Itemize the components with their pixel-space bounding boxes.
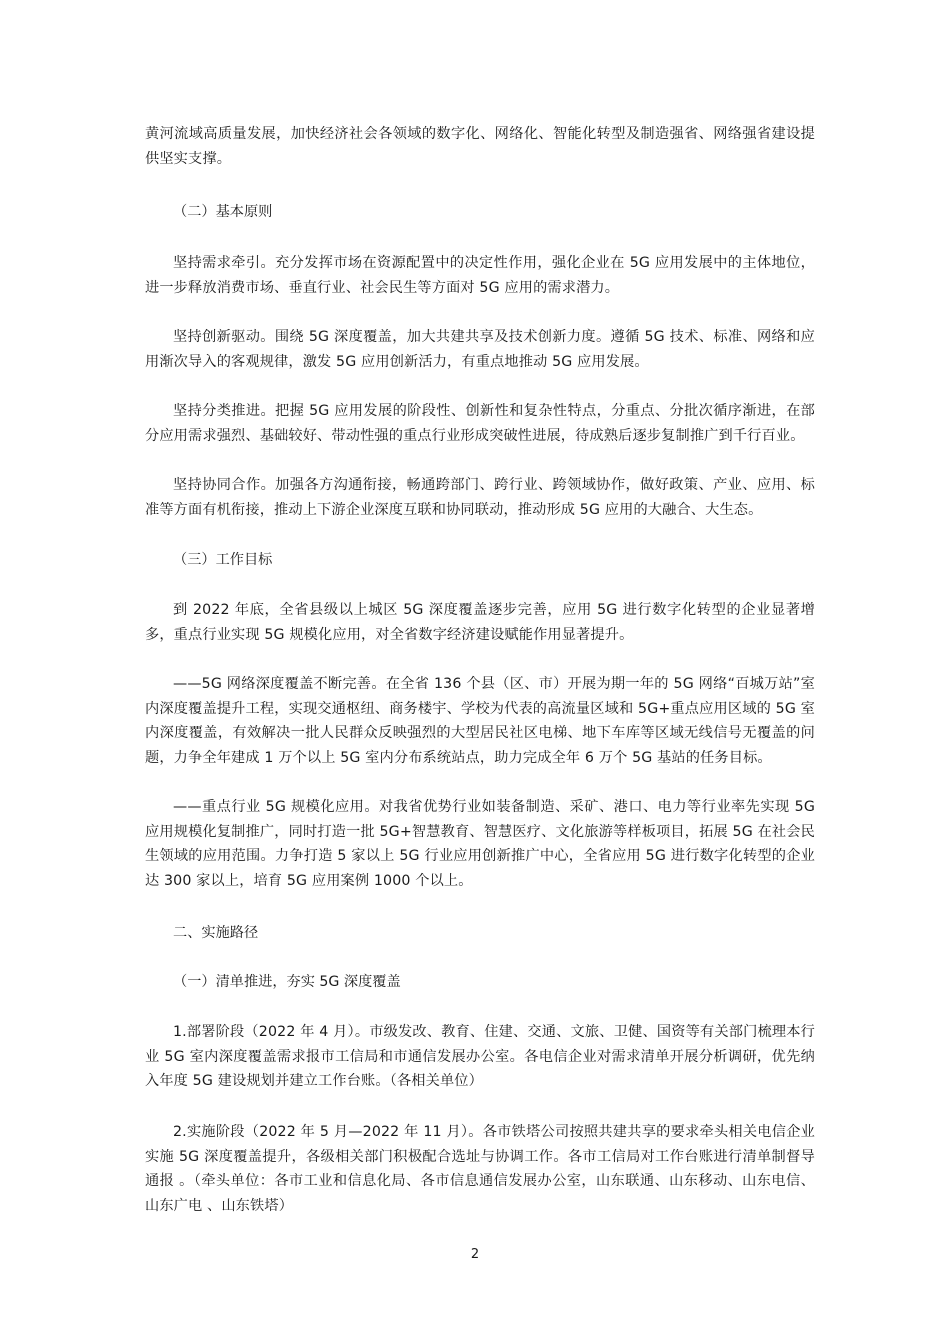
paragraph-implementation-stage: 2.实施阶段（2022 年 5 月—2022 年 11 月）。各市铁塔公司按照共建共享的要求牵头相关电信企业实施 5G 深度覆盖提升，各级相关部门积极配合选址与协调工作。各市工信局对工作台账进行清单制督导通报 。（牵头单位：各市工业和信息化局、各市信息通信发展办公室，山东联通、山东移动、山东电信、山东广电 、山东铁塔） bbox=[145, 1124, 815, 1214]
heading-list-progress: （一）清单推进，夯实 5G 深度覆盖 bbox=[173, 974, 401, 990]
page-number: 2 bbox=[470, 1247, 480, 1262]
paragraph-classified-progress: 坚持分类推进。把握 5G 应用发展的阶段性、创新性和复杂性特点，分重点、分批次循序渐进，在部分应用需求强烈、基础较好、带动性强的重点行业形成突破性进展，待成熟后逐步复制推广到千行百业。 bbox=[145, 403, 815, 444]
paragraph-intro-continuation: 黄河流域高质量发展，加快经济社会各领域的数字化、网络化、智能化转型及制造强省、网络强省建设提供坚实支撑。 bbox=[145, 126, 815, 167]
paragraph-deployment-stage: 1.部署阶段（2022 年 4 月）。市级发改、教育、住建、交通、文旅、卫健、国资等有关部门梳理本行业 5G 室内深度覆盖需求报市工信局和市通信发展办公室。各电信企业对需求清单开展分析调研，优先纳入年度 5G 建设规划并建立工作台账。（各相关单位） bbox=[145, 1024, 815, 1089]
heading-work-goals: （三）工作目标 bbox=[173, 552, 273, 568]
heading-implementation-path: 二、实施路径 bbox=[173, 925, 259, 941]
paragraph-goal-2022: 到 2022 年底，全省县级以上城区 5G 深度覆盖逐步完善，应用 5G 进行数字化转型的企业显著增多，重点行业实现 5G 规模化应用，对全省数字经济建设赋能作用显著提升。 bbox=[145, 602, 815, 643]
heading-basic-principles: （二）基本原则 bbox=[173, 204, 273, 220]
paragraph-demand-driven: 坚持需求牵引。充分发挥市场在资源配置中的决定性作用，强化企业在 5G 应用发展中的主体地位，进一步释放消费市场、垂直行业、社会民生等方面对 5G 应用的需求潜力。 bbox=[145, 255, 815, 296]
paragraph-industry-application-goal: ——重点行业 5G 规模化应用。对我省优势行业如装备制造、采矿、港口、电力等行业率先实现 5G 应用规模化复制推广，同时打造一批 5G+智慧教育、智慧医疗、文化旅游等样板项目，拓展 5G 在社会民生领域的应用范围。力争打造 5 家以上 5G 行业应用创新推广中心，全省应用 5G 进行数字化转型的企业达 300 家以上，培育 5G 应用案例 1000 个以上。 bbox=[145, 799, 815, 889]
paragraph-collaborative-cooperation: 坚持协同合作。加强各方沟通衔接，畅通跨部门、跨行业、跨领域协作，做好政策、产业、应用、标准等方面有机衔接，推动上下游企业深度互联和协同联动，推动形成 5G 应用的大融合、大生态。 bbox=[145, 477, 815, 518]
paragraph-innovation-driven: 坚持创新驱动。围绕 5G 深度覆盖，加大共建共享及技术创新力度。遵循 5G 技术、标准、网络和应用渐次导入的客观规律，激发 5G 应用创新活力，有重点地推动 5G 应用发展。 bbox=[145, 329, 815, 370]
paragraph-network-coverage-goal: ——5G 网络深度覆盖不断完善。在全省 136 个县（区、市）开展为期一年的 5G 网络“百城万站”室内深度覆盖提升工程，实现交通枢纽、商务楼宇、学校为代表的高流量区域和 5G+重点应用区域的 5G 室内深度覆盖，有效解决一批人民群众反映强烈的大型居民社区电梯、地下车库等区域无线信号无覆盖的问题，力争全年建成 1 万个以上 5G 室内分布系统站点，助力完成全年 6 万个 5G 基站的任务目标。 bbox=[145, 676, 815, 766]
